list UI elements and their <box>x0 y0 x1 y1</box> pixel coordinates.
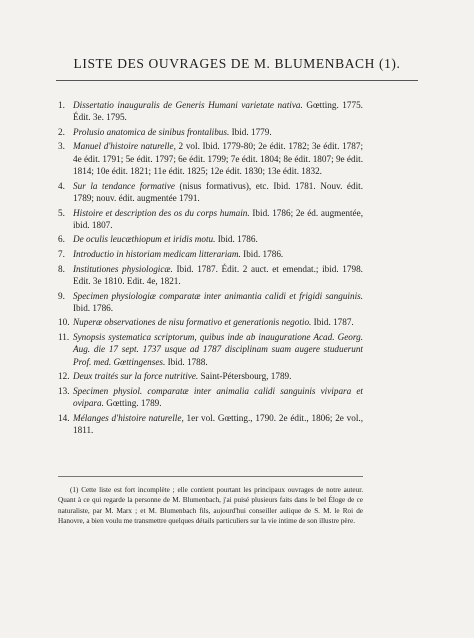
work-details: Gœtting. 1775. Édit. 3e. 1795. <box>73 100 363 123</box>
work-title: De oculis leucæthiopum et iridis motu. <box>73 234 216 245</box>
item-number: 1. <box>58 100 65 110</box>
list-item <box>58 290 363 315</box>
footnote-divider <box>58 476 363 477</box>
item-number: 8. <box>58 263 65 274</box>
work-details: , 2 vol. Ibid. 1779-80; 2e édit. 1782; 3e édit. 1787; 4e édit. 1791; 5e édit. 1797; 6e édit. 1799; 7e édit. 1804; 8e édit. 1807; 9e édit. 1814; 10e édit. 1821; 11e édit. 1825; 12e édit. 1830; 13e édit. 1832. <box>73 141 363 177</box>
list-item <box>58 140 363 177</box>
title-divider <box>56 80 418 81</box>
work-title: Specimen physiologiæ comparatæ inter animantia calidi et frigidi sanguinis. <box>73 290 363 301</box>
list-item <box>58 412 363 437</box>
works-list <box>58 99 363 439</box>
item-number: 3. <box>58 141 65 152</box>
list-item <box>58 180 363 205</box>
work-title: Introductio in historiam medicam litterariam. <box>73 249 241 260</box>
work-details: Ibid. 1786. <box>73 302 114 313</box>
item-number: 11. <box>58 332 70 343</box>
work-details: Ibid. 1787. <box>311 317 354 328</box>
item-number: 4. <box>58 180 65 191</box>
footnote: (1) Cette liste est fort incomplète ; elle contient pourtant les principaux ouvrages de notre auteur. Quant à ce qui regarde la personne de M. Blumenbach, j'ai puisé plusieurs faits dans le bel Éloge de ce naturaliste, par M. Marx ; et M. Blumenbach fils, aujourd'hui conseiller aulique de S. M. le Roi de Hanovre, a bien voulu me transmettre quelques détails particuliers sur la vie intime de son illustre père. <box>58 486 363 526</box>
work-title: Sur la tendance formative <box>73 180 175 191</box>
item-number: 13. <box>58 385 70 396</box>
work-details: Gœtting. 1789. <box>103 398 162 409</box>
work-title: Synopsis systematica scriptorum, quibus inde ab inauguratione Acad. Georg. Aug. die 17 sept. 1737 usque ad 1787 disciplinam suam augere studuerunt Prof. med. Gœttingenses. <box>73 332 363 367</box>
work-details: Ibid. 1779. <box>229 126 272 137</box>
work-details: Ibid. 1786. <box>240 249 284 260</box>
work-details: (nisus formativus), etc. Ibid. 1781. Nouv. édit. 1789; nouv. édit. augmentée 1791. <box>73 180 363 203</box>
item-number: 7. <box>58 249 65 260</box>
item-number: 6. <box>58 234 65 245</box>
list-item <box>58 331 363 368</box>
work-details: Ibid. 1787. Édit. 2 auct. et emendat.; ibid. 1798. Edit. 3e 1810. Edit. 4e, 1821. <box>73 263 363 286</box>
list-item <box>58 385 363 410</box>
work-title: Dissertatio inauguralis de Generis Humani varietate nativa. <box>73 100 303 110</box>
work-title: Institutiones physiologicæ. <box>73 263 173 274</box>
work-details: Ibid. 1786; 2e éd. augmentée, ibid. 1807. <box>73 207 363 230</box>
list-item <box>58 99 363 124</box>
work-title: Prolusio anatomica de sinibus frontalibus. <box>73 126 230 137</box>
list-item <box>58 248 363 260</box>
list-item <box>58 207 363 232</box>
item-number: 9. <box>58 290 65 301</box>
work-title: Histoire et description des os du corps humain. <box>73 207 250 218</box>
page-title: LISTE DES OUVRAGES DE M. BLUMENBACH (1). <box>73 56 401 71</box>
work-title: Deux traités sur la force nutritive. <box>73 371 199 382</box>
item-number: 5. <box>58 207 65 218</box>
work-details: , 1er vol. Gœtting., 1790. 2e édit., 1806; 2e vol., 1811. <box>73 412 364 435</box>
work-details: Ibid. 1788. <box>165 356 208 367</box>
list-item <box>58 316 363 328</box>
item-number: 10. <box>58 317 70 328</box>
work-title: Specimen physiol. comparatæ inter animalia calidi sanguinis vivipara et ovipara. <box>73 385 363 409</box>
list-item <box>58 263 363 288</box>
item-number: 12. <box>58 371 70 382</box>
work-title: Manuel d'histoire naturelle <box>73 141 174 152</box>
work-details: Saint-Pétersbourg, 1789. <box>198 371 292 382</box>
list-item <box>58 126 363 138</box>
item-number: 14. <box>58 412 70 423</box>
list-item <box>58 233 363 245</box>
item-number: 2. <box>58 126 65 137</box>
work-details: Ibid. 1786. <box>215 234 258 245</box>
work-title: Mélanges d'histoire naturelle <box>73 412 182 423</box>
list-item <box>58 370 363 382</box>
work-title: Nuperæ observationes de nisu formativo et generationis negotio. <box>73 317 312 328</box>
